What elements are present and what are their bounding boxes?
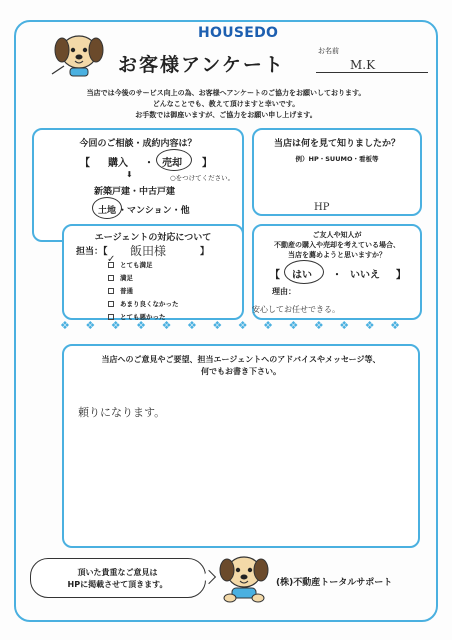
q1-option-land: 土地 (98, 206, 117, 216)
q3-agent-label: 担当：【 (76, 247, 108, 257)
q1-types-line-2: ・マンション・他 (118, 206, 190, 216)
q1-sell-circle (156, 149, 192, 171)
q4-title-1: ご友人や知人が (312, 231, 362, 239)
q5-answer: 頼りになります。 (78, 406, 166, 419)
q4-option-no: いいえ (350, 270, 380, 281)
q5-title-2: 何でもお書き下さい。 (201, 367, 281, 376)
q1-option-sell: 売却 (162, 158, 182, 169)
q3-option-5: とても悪かった (108, 312, 166, 321)
q4-title-2: 不動産の購入や売却を考えている場合、 (274, 241, 400, 249)
intro-line-3: お手数では御座いますが、ご協力をお願い申し上げます。 (135, 111, 317, 119)
q1-note: ○をつけてください。 (170, 174, 235, 182)
paw-icon: ❖ (85, 319, 96, 332)
speech-line-1: 頂いた貴重なご意見は (77, 568, 158, 577)
paw-icon: ❖ (288, 319, 299, 332)
check-mark-icon: ✓ (107, 254, 116, 265)
q3-box (62, 224, 244, 320)
company-name: (株)不動産トータルサポート (276, 578, 393, 588)
checkbox-icon (108, 288, 114, 294)
paw-icon: ❖ (161, 319, 172, 332)
speech-line-2: HPに掲載させて頂きます。 (67, 580, 168, 589)
q3-option-1: とても満足 (108, 260, 153, 269)
dog-mascot-icon (50, 26, 108, 80)
q1-bracket-close: 】 (202, 158, 212, 169)
paw-icon: ❖ (263, 319, 273, 332)
checkbox-icon (108, 275, 114, 281)
q3-title: エージェントの対応について (94, 233, 212, 243)
q1-bracket-open: 【 (80, 158, 90, 169)
q3-option-4: あまり良くなかった (108, 299, 179, 308)
q3-option-3: 普通 (108, 286, 133, 295)
paw-icon: ❖ (339, 319, 350, 332)
q1-types-line-1: 新築戸建・中古戸建 (94, 187, 176, 197)
q2-example: 例）HP・SUUMO・看板等 (295, 155, 379, 163)
q2-box (252, 128, 422, 216)
paw-icon: ❖ (390, 319, 400, 332)
q2-answer: HP (314, 202, 330, 213)
q4-reason: 安心してお任せできる。 (252, 305, 340, 314)
name-underline (316, 72, 428, 73)
q4-bracket-open: 【 (270, 270, 280, 281)
speech-bubble (30, 558, 206, 598)
paw-icon: ❖ (237, 319, 248, 332)
brand-logo: HOUSEDO (198, 25, 279, 41)
q1-dot: ・ (144, 158, 154, 169)
intro-line-2: どんなことでも、教えて頂けますと幸いです。 (152, 100, 300, 108)
q1-option-buy: 購入 (108, 158, 128, 169)
paw-icon: ❖ (212, 319, 223, 332)
page-title: お客様アンケート (118, 54, 285, 76)
q4-option-yes: はい (292, 270, 312, 281)
name-value: M.K (350, 58, 376, 72)
q4-yes-circle (284, 260, 324, 284)
q3-agent-name: 飯田様 (130, 244, 167, 258)
paw-icon: ❖ (364, 319, 375, 332)
dog-mascot-icon (216, 548, 272, 604)
q5-box (62, 344, 420, 548)
paw-icon: ❖ (110, 319, 121, 332)
paw-icon: ❖ (136, 319, 147, 332)
q1-title: 今回のご相談・成約内容は？ (79, 139, 197, 149)
q4-bracket-close: 】 (396, 270, 406, 281)
arrow-down-icon: ⬇ (126, 170, 133, 179)
q4-reason-label: 理由： (272, 287, 296, 296)
q3-agent-close: 】 (200, 247, 210, 257)
paw-prints-row (60, 320, 400, 331)
q4-title-3: 当店を薦めようと思いますか？ (288, 251, 386, 259)
q4-dot: ・ (332, 270, 342, 281)
q2-title: 当店は何を見て知りましたか？ (273, 139, 400, 149)
paw-icon: ❖ (186, 319, 197, 332)
paw-icon: ❖ (60, 319, 70, 332)
q5-title-1: 当店へのご意見やご要望、担当エージェントへのアドバイスやメッセージ等、 (101, 355, 381, 364)
q3-option-2: 満足 (108, 273, 133, 282)
paw-icon: ❖ (313, 319, 324, 332)
intro-line-1: 当店では今後のサービス向上の為、お客様へアンケートのご協力をお願いしております。 (86, 89, 366, 97)
q4-box (252, 224, 422, 320)
checkbox-icon (108, 301, 114, 307)
name-label: お名前 (318, 47, 339, 55)
